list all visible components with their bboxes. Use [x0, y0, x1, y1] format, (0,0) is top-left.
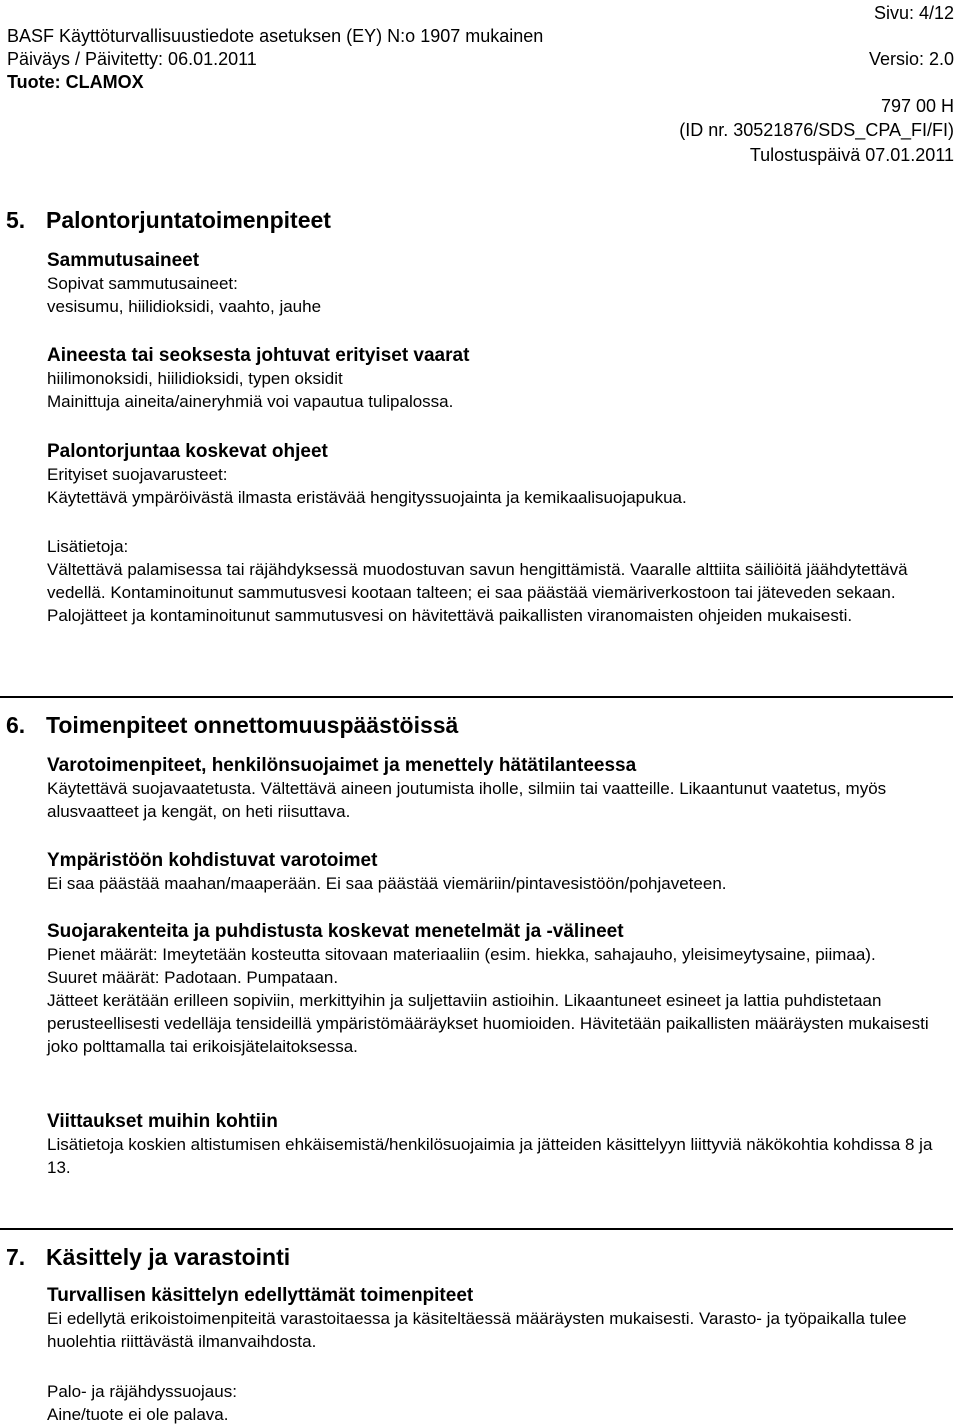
section-number: 5.	[6, 207, 26, 233]
containment-cleanup	[47, 920, 952, 1058]
product-code: 797 00 H	[880, 96, 954, 116]
section-divider	[0, 696, 953, 698]
paragraph: Ei edellytä erikoistoimenpiteitä varastoitaessa ja käsiteltäessä määräysten mukaisesti. Varasto- ja työpaikalla tulee huolehtia riittävästä ilmanvaihdosta.	[47, 1309, 907, 1351]
paragraph: Käytettävä suojavaatetusta. Vältettävä aineen joutumista iholle, silmiin tai vaatteille. Likaantunut vaatetus, myös alusvaatteet ja kengät, on heti riisuttava.	[47, 779, 887, 821]
paragraph: Jätteet kerätään erilleen sopiviin, merkittyihin ja suljettaviin astioihin. Likaantuneet esineet ja lattia puhdistetaan perusteellisesti vedelläja tensideillä ympäristömääräykset huomioiden. Hävitetään paikallisten määräysten mukaisesti joko polttamalla tai erikoisjätelaitoksessa.	[47, 991, 929, 1056]
subsection-heading: Turvallisen käsittelyn edellyttämät toimenpiteet	[47, 1285, 474, 1306]
special-hazards	[47, 344, 952, 413]
document-title: BASF Käyttöturvallisuustiedote asetuksen (EY) N:o 1907 mukainen	[7, 26, 544, 46]
product-name: Tuote: CLAMOX	[7, 72, 144, 92]
section-number: 6.	[6, 712, 26, 738]
section-title: Palontorjuntatoimenpiteet	[46, 207, 331, 233]
subsection-heading: Sammutusaineet	[47, 250, 200, 271]
fire-explosion-protection	[47, 1380, 952, 1426]
subsection-heading: Varotoimenpiteet, henkilönsuojaimet ja menettely hätätilanteessa	[47, 755, 637, 776]
safe-handling	[47, 1284, 952, 1353]
paragraph: vesisumu, hiilidioksidi, vaahto, jauhe	[47, 297, 322, 316]
paragraph: Lisätietoja koskien altistumisen ehkäisemistä/henkilösuojaimia ja jätteiden käsittelyyn liittyviä näkökohtia kohdissa 8 ja 13.	[47, 1135, 933, 1177]
firefighting-advice	[47, 440, 952, 509]
paragraph: Pienet määrät: Imeytetään kosteutta sitovaan materiaaliin (esim. hiekka, sahajauho, yleisimeytysaine, piimaa).	[47, 945, 876, 964]
paragraph: Mainittuja aineita/aineryhmiä voi vapautua tulipalossa.	[47, 392, 454, 411]
subsection-heading: Aineesta tai seoksesta johtuvat erityiset vaarat	[47, 345, 470, 366]
paragraph: Sopivat sammutusaineet:	[47, 274, 238, 293]
paragraph: Vältettävä palamisessa tai räjähdyksessä muodostuvan savun hengittämistä. Vaaralle alttiita säiliöitä jäähdytettävä vedellä. Kontaminoitunut sammutusvesi kootaan talteen; ei saa päästää viemäriverkostoon tai jäteveden sekaan. Palojätteet ja kontaminoitunut sammutusvesi on hävitettävä paikallisten viranomaisten ohjeiden mukaisesti.	[47, 560, 908, 625]
paragraph: Erityiset suojavarusteet:	[47, 465, 228, 484]
subsection-heading: Ympäristöön kohdistuvat varotoimet	[47, 850, 378, 871]
extinguishing-media	[47, 249, 952, 318]
paragraph: hiilimonoksidi, hiilidioksidi, typen oksidit	[47, 369, 343, 388]
revision-date: Päiväys / Päivitetty: 06.01.2011	[7, 49, 257, 69]
section-5-heading	[0, 206, 950, 234]
paragraph: Aine/tuote ei ole palava.	[47, 1405, 229, 1424]
page-number: Sivu: 4/12	[873, 3, 954, 23]
personal-precautions	[47, 754, 952, 823]
paragraph: Ei saa päästää maahan/maaperään. Ei saa päästää viemäriin/pintavesistöön/pohjaveteen.	[47, 874, 727, 893]
subsection-heading: Suojarakenteita ja puhdistusta koskevat menetelmät ja -välineet	[47, 921, 624, 942]
paragraph: Suuret määrät: Padotaan. Pumpataan.	[47, 968, 339, 987]
section-title: Käsittely ja varastointi	[46, 1244, 291, 1270]
print-date: Tulostuspäivä 07.01.2011	[749, 145, 954, 165]
further-information	[47, 535, 952, 627]
subsection-heading: Viittaukset muihin kohtiin	[47, 1111, 278, 1132]
document-id: (ID nr. 30521876/SDS_CPA_FI/FI)	[679, 120, 954, 140]
environmental-precautions	[47, 849, 952, 895]
section-number: 7.	[6, 1244, 26, 1270]
section-6-heading	[0, 711, 950, 739]
section-divider	[0, 1228, 953, 1230]
section-title: Toimenpiteet onnettomuuspäästöissä	[46, 712, 459, 738]
section-7-heading	[0, 1243, 950, 1271]
version-label: Versio: 2.0	[868, 49, 954, 69]
paragraph: Palo- ja räjähdyssuojaus:	[47, 1382, 237, 1401]
paragraph: Käytettävä ympäröivästä ilmasta eristävää hengityssuojainta ja kemikaalisuojapukua.	[47, 488, 687, 507]
paragraph: Lisätietoja:	[47, 537, 129, 556]
references-other-sections	[47, 1110, 952, 1179]
subsection-heading: Palontorjuntaa koskevat ohjeet	[47, 441, 328, 462]
